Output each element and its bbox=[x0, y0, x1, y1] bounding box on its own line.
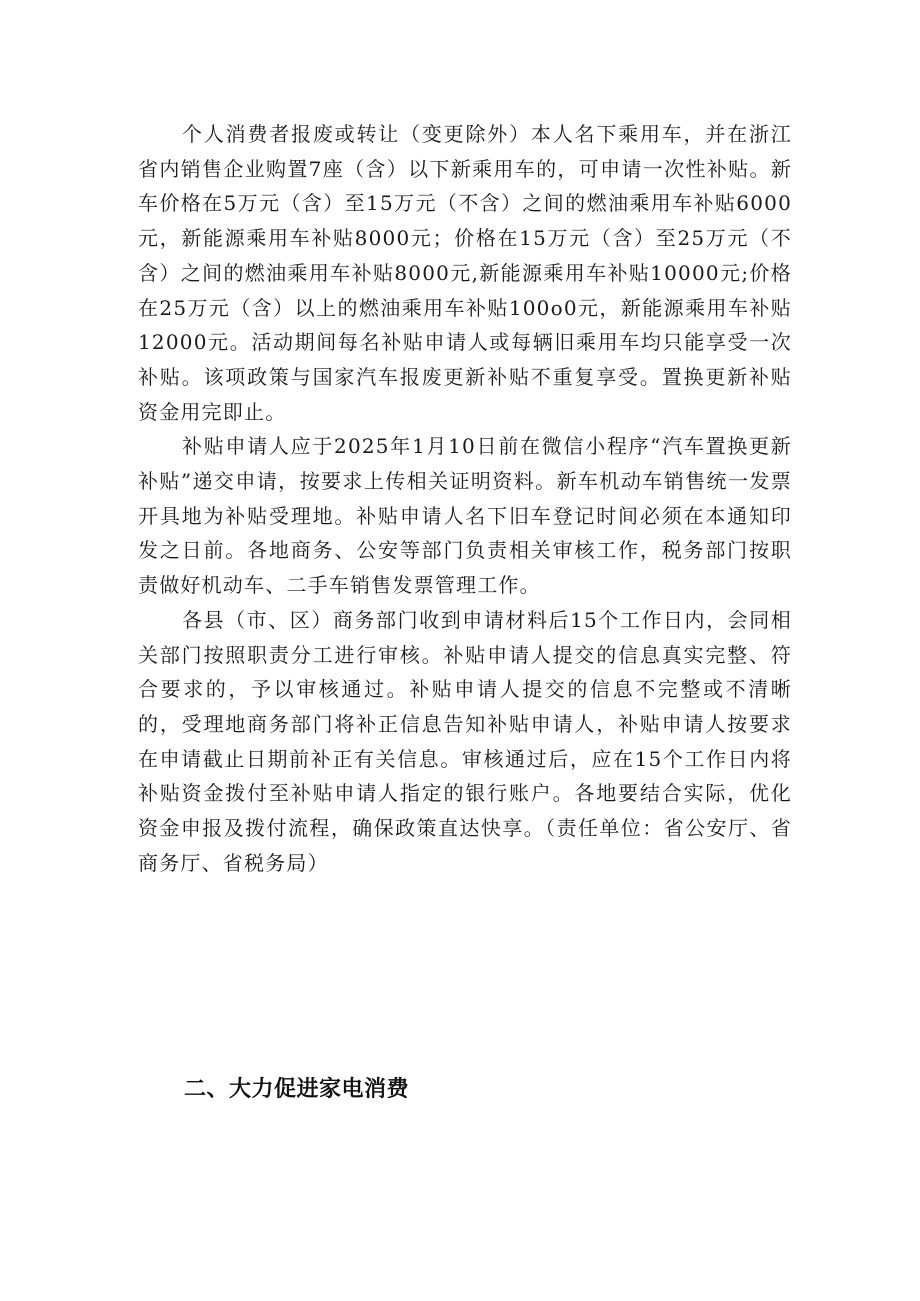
section-heading: 二、大力促进家电消费 bbox=[184, 1077, 410, 1102]
paragraph-application-process: 补贴申请人应于2025年1月10日前在微信小程序“汽车置换更新补贴”递交申请，按要求上传相关证明资料。新车机动车销售统一发票开具地为补贴受理地。补贴申请人名下旧车登记时间必须在本通知印发之日前。各地商务、公安等部门负责相关审核工作，税务部门按职责做好机动车、二手车销售发票管理工作。 bbox=[138, 434, 792, 598]
paragraph-vehicle-subsidy-amounts: 个人消费者报废或转让（变更除外）本人名下乘用车，并在浙江省内销售企业购置7座（含）以下新乘用车的，可申请一次性补贴。新车价格在5万元（含）至15万元（不含）之间的燃油乘用车补贴6000元，新能源乘用车补贴8000元；价格在15万元（含）至25万元（不含）之间的燃油乘用车补贴8000元,新能源乘用车补贴10000元;价格在25万元（含）以上的燃油乘用车补贴100o0元，新能源乘用车补贴12000元。活动期间每名补贴申请人或每辆旧乘用车均只能享受一次补贴。该项政策与国家汽车报废更新补贴不重复享受。置换更新补贴资金用完即止。 bbox=[138, 122, 792, 424]
paragraph-review-and-payment: 各县（市、区）商务部门收到申请材料后15个工作日内，会同相关部门按照职责分工进行审核。补贴申请人提交的信息真实完整、符合要求的，予以审核通过。补贴申请人提交的信息不完整或不清晰的，受理地商务部门将补正信息告知补贴申请人，补贴申请人按要求在申请截止日期前补正有关信息。审核通过后，应在15个工作日内将补贴资金拨付至补贴申请人指定的银行账户。各地要结合实际，优化资金申报及拨付流程，确保政策直达快享。（责任单位：省公安厅、省商务厅、省税务局） bbox=[138, 607, 792, 875]
document-body bbox=[138, 117, 792, 880]
